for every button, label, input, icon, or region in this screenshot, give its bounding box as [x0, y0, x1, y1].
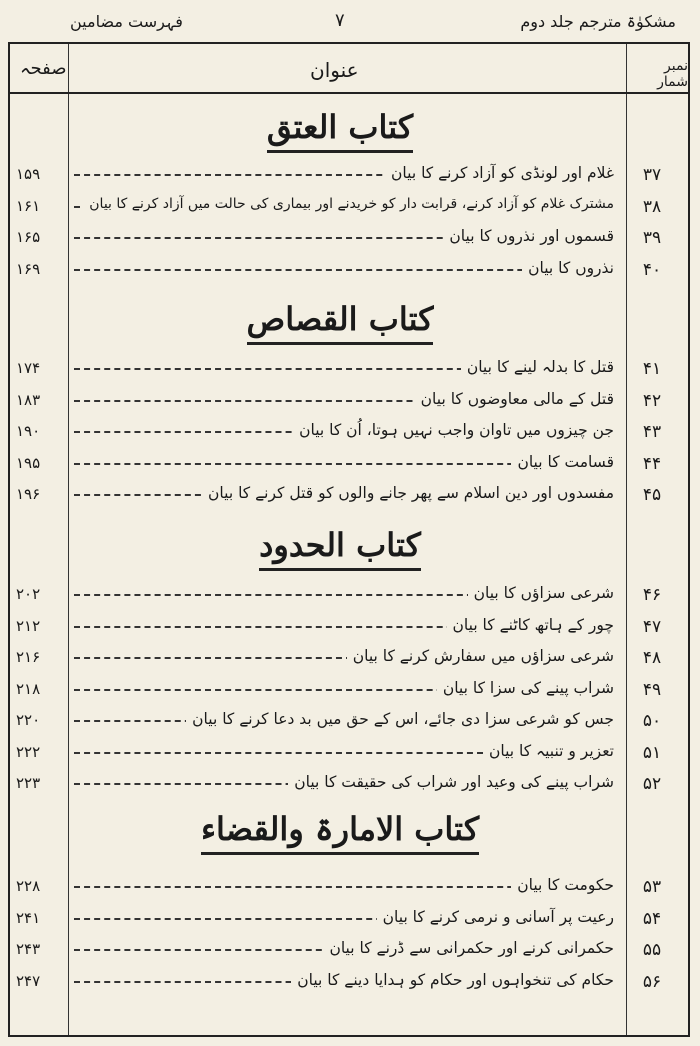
toc-entry — [8, 257, 690, 285]
entry-number: ۴۰ — [642, 259, 662, 280]
entry-title: جن چیزوں میں تاوان واجب نہیں ہوتا، اُن کا بیان — [293, 421, 614, 439]
book-heading — [66, 104, 614, 160]
entry-page: ۱۵۹ — [16, 165, 41, 183]
entry-page: ۲۲۰ — [16, 711, 41, 729]
entry-number: ۴۲ — [642, 390, 662, 411]
toc-entry — [8, 771, 690, 799]
entry-number: ۵۶ — [642, 971, 662, 992]
entry-page: ۱۶۹ — [16, 259, 41, 278]
entry-number: ۴۵ — [642, 485, 662, 505]
entry-number: ۴۸ — [642, 648, 662, 668]
running-head-right: مشکوٰۃ مترجم جلد دوم — [520, 12, 676, 31]
entry-title: مفسدوں اور دین اسلام سے پھر جانے والوں کو قتل کرنے کا بیان — [202, 484, 614, 502]
entry-title: شرعی سزاؤں کا بیان — [468, 584, 614, 602]
entry-title: قتل کا بدلہ لینے کا بیان — [461, 358, 614, 376]
toc-entry — [8, 969, 690, 997]
entry-number: ۴۶ — [642, 585, 662, 605]
book-heading — [66, 522, 614, 578]
running-head-left: فہرست مضامین — [70, 12, 183, 31]
toc-entry — [8, 677, 690, 705]
entry-title: قسامت کا بیان — [511, 453, 614, 471]
entry-title: قسموں اور نذروں کا بیان — [443, 227, 614, 245]
entry-number: ۵۵ — [642, 940, 662, 960]
column-header-number: نمبر شمار — [657, 58, 688, 90]
entry-title: حکام کی تنخواہوں اور حکام کو ہدایا دینے کا بیان — [291, 971, 614, 989]
entry-page: ۱۶۵ — [16, 228, 41, 246]
entry-title: رعیت پر آسانی و نرمی کرنے کا بیان — [377, 908, 614, 926]
entry-number: ۳۹ — [642, 228, 662, 248]
entry-number: ۴۹ — [642, 679, 662, 700]
toc-entry — [8, 645, 690, 673]
running-head — [0, 6, 700, 38]
entry-page: ۱۸۳ — [16, 390, 41, 409]
entry-page: ۱۶۱ — [16, 196, 41, 215]
toc-entry — [8, 388, 690, 416]
book-heading-text: کتاب الامارۃ والقضاء — [201, 806, 479, 855]
entry-number: ۵۴ — [642, 908, 662, 929]
entry-title: حکمرانی کرنے اور حکمرانی سے ڈرنے کا بیان — [323, 939, 614, 957]
entry-page: ۲۴۷ — [16, 971, 41, 990]
entry-page: ۲۱۲ — [16, 616, 41, 635]
entry-title: شرعی سزاؤں میں سفارش کرنے کا بیان — [347, 647, 614, 665]
entry-page: ۲۲۳ — [16, 774, 41, 792]
entry-title: شراب پینے کی وعید اور شراب کی حقیقت کا بیان — [288, 773, 614, 791]
book-heading — [66, 296, 614, 352]
toc-entry — [8, 194, 690, 222]
toc-entry — [8, 582, 690, 610]
entry-number: ۴۱ — [642, 359, 662, 379]
toc-entry — [8, 906, 690, 934]
book-heading — [66, 806, 614, 862]
book-heading-text: کتاب القصاص — [247, 296, 434, 345]
entry-page: ۱۷۴ — [16, 359, 41, 377]
entry-title: مشترک غلام کو آزاد کرنے، قرابت دار کو خریدنے اور بیماری کی حالت میں آزاد کرنے کا بیان — [83, 196, 614, 212]
column-header-page: صفحہ — [20, 58, 67, 79]
toc-entry — [8, 937, 690, 965]
entry-number: ۳۸ — [642, 196, 662, 217]
entry-number: ۴۷ — [642, 616, 662, 637]
toc-entry — [8, 482, 690, 510]
toc-entry — [8, 356, 690, 384]
entry-number: ۴۴ — [642, 453, 662, 474]
entry-number: ۵۲ — [642, 774, 662, 794]
toc-entry — [8, 740, 690, 768]
entry-number: ۵۰ — [642, 711, 662, 731]
entry-title: چور کے ہاتھ کاٹنے کا بیان — [447, 616, 614, 634]
entry-page: ۲۰۲ — [16, 585, 41, 603]
entry-number: ۵۱ — [642, 742, 662, 763]
entry-number: ۵۳ — [642, 877, 662, 897]
entry-title: جس کو شرعی سزا دی جائے، اس کے حق میں بد دعا کرنے کا بیان — [186, 710, 614, 728]
book-heading-text: کتاب الحدود — [259, 522, 421, 571]
toc-entry — [8, 451, 690, 479]
toc-entry — [8, 708, 690, 736]
book-heading-text: کتاب العتق — [267, 104, 413, 153]
toc-entry — [8, 225, 690, 253]
entry-title: حکومت کا بیان — [511, 876, 614, 894]
entry-page: ۱۹۵ — [16, 453, 41, 472]
entry-page: ۲۱۸ — [16, 679, 41, 698]
entry-title: غلام اور لونڈی کو آزاد کرنے کا بیان — [385, 164, 614, 182]
entry-title: شراب پینے کی سزا کا بیان — [437, 679, 614, 697]
entry-page: ۲۱۶ — [16, 648, 41, 666]
entry-page: ۲۲۸ — [16, 877, 41, 895]
header-rule — [10, 92, 688, 94]
entry-title: نذروں کا بیان — [522, 259, 614, 277]
toc-entry — [8, 162, 690, 190]
entry-title: قتل کے مالی معاوضوں کا بیان — [415, 390, 614, 408]
toc-entry — [8, 419, 690, 447]
entry-page: ۱۹۰ — [16, 422, 41, 440]
entry-page: ۲۴۱ — [16, 908, 41, 927]
entry-page: ۲۴۳ — [16, 940, 41, 958]
entry-page: ۱۹۶ — [16, 485, 41, 503]
entry-number: ۴۳ — [642, 422, 662, 442]
toc-entry — [8, 874, 690, 902]
column-header-title: عنوان — [310, 58, 359, 82]
page-number: ۷ — [335, 10, 345, 31]
entry-number: ۳۷ — [642, 165, 662, 185]
entry-page: ۲۲۲ — [16, 742, 41, 761]
entry-title: تعزیر و تنبیہ کا بیان — [483, 742, 614, 760]
toc-entry — [8, 614, 690, 642]
